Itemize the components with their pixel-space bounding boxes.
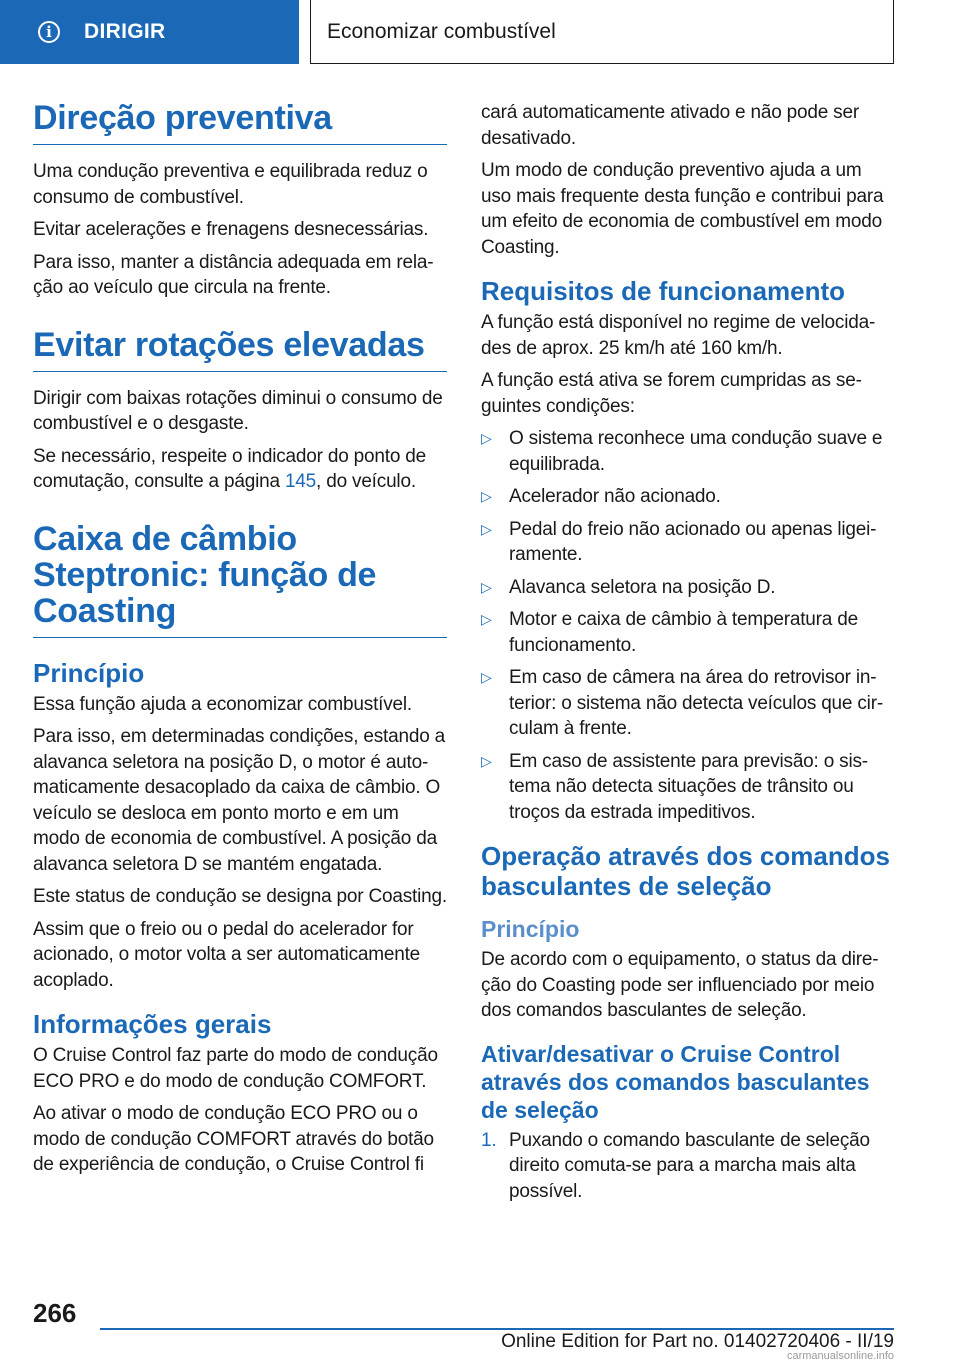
triangle-bullet-icon: ▷: [481, 488, 492, 504]
paragraph: Um modo de condução preventivo ajuda a um uso mais frequente desta função e contribui para um efeito de economia de combustível em modo Coasting.: [481, 160, 884, 258]
step-number: 1.: [481, 1129, 497, 1151]
paragraph: Uma condução preventiva e equilibrada reduz o consumo de combustível.: [33, 161, 428, 208]
list-item: [481, 665, 895, 742]
paragraph: Evitar acelerações e frenagens desnecessárias.: [33, 219, 429, 240]
paragraph: Assim que o freio ou o pedal do acelerador for acionado, o motor volta a ser automaticamente acoplado.: [33, 918, 421, 991]
footer-divider: [100, 1328, 894, 1330]
list-item-text: O sistema reconhece uma condução suave e equilibrada.: [509, 428, 883, 475]
heading-principio-2: Princípio: [481, 916, 580, 942]
page-link[interactable]: 145: [284, 471, 317, 492]
left-column: [33, 100, 447, 1185]
paragraph-text: , do veículo.: [316, 471, 416, 492]
triangle-bullet-icon: ▷: [481, 611, 492, 627]
list-item-text: Acelerador não acionado.: [509, 486, 721, 507]
heading-operacao: Operação através dos comandos basculantes de seleção: [481, 841, 890, 901]
step-item: [481, 1128, 895, 1205]
heading-direcao-preventiva: Direção preventiva: [33, 100, 447, 145]
list-item-text: Motor e caixa de câmbio à temperatura de funcionamento.: [509, 609, 858, 656]
paragraph: cará automaticamente ativado e não pode ser desativado.: [481, 102, 859, 149]
triangle-bullet-icon: ▷: [481, 578, 492, 595]
header-title: Economizar combustível: [327, 19, 556, 43]
triangle-bullet-icon: ▷: [481, 669, 492, 685]
conditions-list: [481, 426, 895, 825]
list-item: [481, 749, 895, 826]
header-section-label: DIRIGIR: [84, 20, 166, 43]
list-item: [481, 517, 895, 568]
paragraph-page-reference: [33, 444, 447, 495]
steps-list: [481, 1128, 895, 1205]
heading-requisitos: Requisitos de funcionamento: [481, 276, 846, 306]
list-item: [481, 484, 895, 510]
list-item: [481, 575, 895, 601]
heading-informacoes-gerais: Informações gerais: [33, 1009, 272, 1039]
header-title-box: [310, 0, 894, 64]
paragraph: A função está disponível no regime de velocidades de aprox. 25 km/h até 160 km/h.: [481, 312, 876, 359]
heading-caixa-cambio: Caixa de câmbio Steptronic: função de Coasting: [33, 521, 447, 638]
paragraph-text: Se necessário, respeite o indicador do ponto de comutação, consulte a página: [33, 445, 427, 492]
paragraph: De acordo com o equipamento, o status da direção do Coasting pode ser influenciado por meio dos comandos basculantes de seleção.: [481, 949, 879, 1021]
header-section-tab: [0, 0, 299, 64]
paragraph: Este status de condução se designa por Coasting.: [33, 886, 447, 907]
triangle-bullet-icon: ▷: [481, 752, 492, 769]
paragraph: Para isso, manter a distância adequada em relação ao veículo que circula na frente.: [33, 251, 434, 298]
paragraph: Ao ativar o modo de condução ECO PRO ou o modo de condução COMFORT através do botão de experiência de condução, o Cruise Control fi: [33, 1103, 434, 1175]
watermark: carmanualsonline.info: [786, 1350, 894, 1362]
list-item: [481, 426, 895, 477]
footer-edition: Online Edition for Part no. 01402720406 - II/19: [501, 1331, 894, 1352]
triangle-bullet-icon: ▷: [481, 430, 492, 446]
paragraph: Dirigir com baixas rotações diminui o consumo de combustível e o desgaste.: [33, 387, 443, 434]
list-item: [481, 607, 895, 658]
paragraph: Para isso, em determinadas condições, estando a alavanca seletora na posição D, o motor é automaticamente desacoplado da caixa de câmbio. O veículo se desloca em ponto morto e em um modo de economia de combustível. A posição da alavanca seletora D se mantém engatada.: [33, 726, 446, 875]
list-item-text: Alavanca seletora na posição D.: [509, 576, 776, 598]
paragraph: Essa função ajuda a economizar combustível.: [33, 693, 412, 715]
triangle-bullet-icon: ▷: [481, 520, 492, 537]
paragraph: O Cruise Control faz parte do modo de condução ECO PRO e do modo de condução COMFORT.: [33, 1045, 438, 1092]
step-text: Puxando o comando basculante de seleção direito comuta-se para a marcha mais alta possível.: [509, 1129, 870, 1202]
info-icon: i: [38, 21, 60, 43]
page-number: 266: [33, 1298, 77, 1328]
heading-principio: Princípio: [33, 657, 145, 688]
heading-evitar-rotacoes: Evitar rotações elevadas: [33, 327, 447, 372]
heading-ativar-desativar: Ativar/desativar o Cruise Control através dos comandos basculantes de seleção: [481, 1040, 870, 1123]
right-column: [481, 100, 895, 1211]
paragraph: A função está ativa se forem cumpridas as seguintes condições:: [481, 370, 862, 417]
list-item-text: Em caso de assistente para previsão: o sistema não detecta situações de trânsito ou troços da estrada impeditivos.: [509, 750, 869, 823]
list-item-text: Pedal do freio não acionado ou apenas ligeiramente.: [509, 518, 877, 565]
list-item-text: Em caso de câmera na área do retrovisor interior: o sistema não detecta veículos que circulam à frente.: [509, 667, 884, 739]
